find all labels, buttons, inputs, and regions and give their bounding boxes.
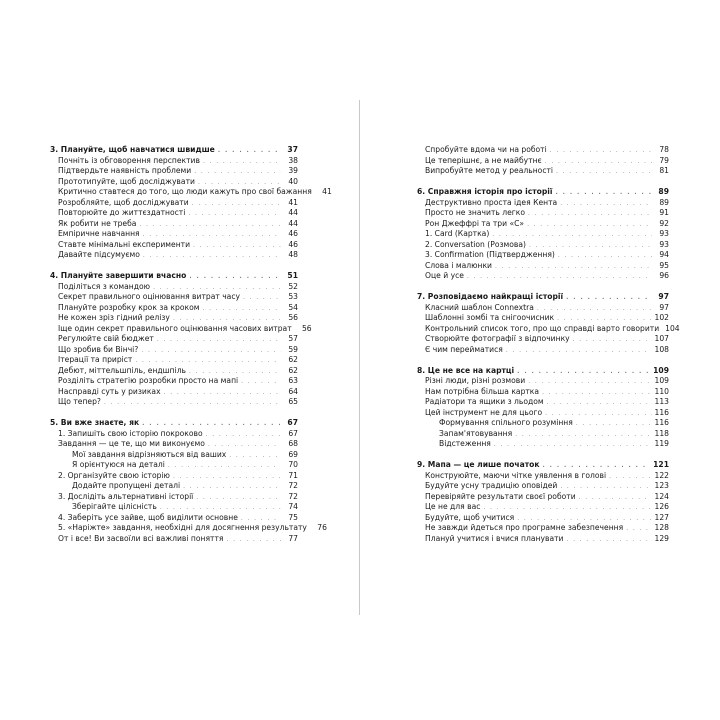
page-number: 69 bbox=[288, 449, 298, 459]
page-number: 113 bbox=[654, 397, 669, 406]
page-number: 74 bbox=[288, 502, 298, 511]
toc-entry bbox=[50, 523, 327, 534]
toc-entry bbox=[417, 240, 669, 251]
dot-leader bbox=[467, 272, 652, 283]
entry-title: 4. Плануйте завершити вчасно bbox=[50, 271, 187, 280]
entry-title: Я орієнтуюся на деталі bbox=[72, 460, 165, 469]
page-number: 72 bbox=[288, 491, 298, 501]
toc-entry bbox=[50, 292, 298, 303]
dot-leader bbox=[528, 209, 652, 220]
entry-title: 7. Розповідаємо найкращі історії bbox=[417, 292, 564, 301]
entry-title: Є чим перейматися bbox=[425, 344, 503, 354]
toc-entry bbox=[417, 376, 669, 387]
chapter-heading bbox=[417, 292, 669, 303]
page-number: 57 bbox=[288, 334, 298, 343]
dot-leader bbox=[547, 398, 652, 409]
toc-section bbox=[417, 187, 669, 282]
toc-entry bbox=[417, 471, 669, 482]
entry-title: Емпіричне навчання bbox=[58, 229, 140, 238]
chapter-heading bbox=[417, 460, 669, 471]
toc-entry bbox=[417, 166, 669, 177]
entry-title: Рон Джеффрі та три «С» bbox=[425, 218, 525, 228]
dot-leader bbox=[173, 472, 281, 483]
dot-leader bbox=[558, 251, 652, 262]
entry-title: Додайте пропущені деталі bbox=[72, 481, 181, 490]
entry-title: Дебют, міттельшпіль, ендшпіль bbox=[58, 365, 187, 375]
section-gap bbox=[417, 355, 669, 366]
page-number: 79 bbox=[659, 155, 669, 165]
entry-title: Не кожен зріз гідний релізу bbox=[58, 313, 170, 322]
toc-entry bbox=[417, 303, 669, 314]
entry-title: Відстеження bbox=[439, 439, 491, 448]
page-number: 56 bbox=[288, 313, 298, 322]
dot-leader bbox=[193, 241, 281, 252]
entry-title: Мої завдання відрізняються від ваших bbox=[72, 449, 227, 459]
entry-title: Це не для вас bbox=[425, 502, 481, 511]
entry-title: Що зробив би Вінчі? bbox=[58, 344, 139, 354]
page-number: 64 bbox=[288, 386, 298, 396]
entry-title: Зберігайте цілісність bbox=[72, 502, 157, 511]
page-number: 124 bbox=[654, 491, 669, 501]
toc-entry bbox=[417, 271, 669, 282]
entry-title: Прототипуйте, щоб досліджувати bbox=[58, 176, 195, 186]
entry-title: 5. Ви вже знаєте, як bbox=[50, 418, 140, 427]
page-number: 121 bbox=[653, 460, 669, 469]
entry-title: Слова і малюнки bbox=[425, 260, 492, 270]
page-number: 52 bbox=[288, 281, 298, 291]
page-number: 76 bbox=[317, 523, 327, 532]
toc-entry bbox=[417, 156, 669, 167]
toc-entry bbox=[417, 513, 669, 524]
entry-title: Плануй учитися і вчися планувати bbox=[425, 533, 564, 543]
page-number: 44 bbox=[288, 208, 298, 217]
page-number: 46 bbox=[288, 229, 298, 238]
entry-title: Повторюйте до життєздатності bbox=[58, 208, 186, 217]
page-number: 65 bbox=[288, 397, 298, 406]
page-number: 126 bbox=[654, 502, 669, 511]
toc-entry bbox=[417, 345, 669, 356]
entry-title: 6. Справжня історія про історії bbox=[417, 187, 553, 196]
entry-title: Запам'ятовування bbox=[439, 428, 513, 438]
entry-title: 3. Confirmation (Підтвердження) bbox=[425, 250, 555, 259]
section-gap bbox=[417, 177, 669, 188]
toc-entry bbox=[417, 408, 669, 419]
page-number: 96 bbox=[659, 271, 669, 280]
book-spine-fold bbox=[359, 100, 360, 615]
page-number: 110 bbox=[654, 386, 669, 396]
entry-title: Формування спільного розуміння bbox=[439, 418, 573, 427]
dot-leader bbox=[229, 451, 281, 462]
entry-title: Конструюйте, маючи чітке уявлення в голові bbox=[425, 470, 607, 480]
entry-title: Будуйте, щоб учитися bbox=[425, 512, 515, 522]
dot-leader bbox=[139, 220, 281, 231]
toc-entry bbox=[50, 156, 298, 167]
dot-leader bbox=[218, 146, 281, 157]
dot-leader bbox=[194, 167, 281, 178]
page-number: 127 bbox=[654, 512, 669, 522]
entry-title: 4. Заберіть усе зайве, щоб виділити основне bbox=[58, 512, 238, 522]
toc-entry bbox=[50, 166, 298, 177]
toc-section bbox=[50, 145, 332, 261]
page-number: 41 bbox=[288, 197, 298, 207]
dot-leader bbox=[566, 293, 652, 304]
dot-leader bbox=[573, 335, 652, 346]
chapter-heading bbox=[417, 187, 669, 198]
toc-entry bbox=[417, 492, 669, 503]
page-number: 97 bbox=[658, 292, 669, 301]
entry-title: 1. Card (Картка) bbox=[425, 229, 490, 238]
toc-entry bbox=[417, 219, 669, 230]
dot-leader bbox=[626, 524, 651, 535]
dot-leader bbox=[556, 167, 652, 178]
page-number: 56 bbox=[301, 323, 312, 333]
toc-entry bbox=[50, 450, 298, 461]
entry-title: От і все! Ви засвоїли всі важливі поняття bbox=[58, 533, 224, 543]
dot-leader bbox=[494, 440, 652, 451]
toc-entry bbox=[417, 502, 669, 513]
dot-leader bbox=[550, 146, 652, 157]
entry-title: 3. Дослідіть альтернативні історії bbox=[58, 491, 194, 501]
toc-entry bbox=[50, 366, 298, 377]
page-number: 54 bbox=[288, 302, 298, 312]
entry-title: Будуйте усну традицію оповідей bbox=[425, 481, 558, 490]
toc-entry bbox=[50, 460, 298, 471]
dot-leader bbox=[515, 430, 651, 441]
dot-leader bbox=[545, 157, 652, 168]
dot-leader bbox=[241, 377, 281, 388]
toc-entry bbox=[50, 198, 298, 209]
entry-title: Ітерації та приріст bbox=[58, 355, 133, 364]
entry-title: Класний шаблон Connextra bbox=[425, 302, 534, 312]
toc-entry bbox=[50, 208, 298, 219]
entry-title: Деструктивно проста ідея Кента bbox=[425, 197, 558, 207]
entry-title: Насправді суть у ризиках bbox=[58, 386, 161, 396]
page-number: 123 bbox=[654, 481, 669, 490]
entry-title: Критично ставтеся до того, що люди кажуть про свої бажання bbox=[58, 187, 312, 196]
toc-section bbox=[417, 366, 669, 450]
dot-leader bbox=[168, 461, 281, 472]
dot-leader bbox=[203, 157, 281, 168]
page-number: 93 bbox=[659, 239, 669, 249]
section-gap bbox=[417, 282, 669, 293]
dot-leader bbox=[528, 377, 651, 388]
dot-leader bbox=[576, 419, 652, 430]
toc-entry bbox=[50, 282, 298, 293]
dot-leader bbox=[556, 188, 652, 199]
dot-leader bbox=[188, 209, 281, 220]
page-number: 53 bbox=[288, 292, 298, 301]
page-number: 122 bbox=[654, 470, 669, 480]
toc-section bbox=[417, 145, 669, 177]
entry-title: 2. Організуйте свою історію bbox=[58, 470, 170, 480]
toc-entry bbox=[417, 418, 669, 429]
entry-title: 1. Запишіть свою історію покроково bbox=[58, 428, 203, 438]
page-number: 46 bbox=[288, 239, 298, 249]
page-number: 62 bbox=[288, 365, 298, 375]
entry-title: Перевіряйте результати своєї роботи bbox=[425, 491, 576, 501]
entry-title: Що тепер? bbox=[58, 397, 101, 406]
page-number: 71 bbox=[288, 470, 298, 480]
page-number: 109 bbox=[654, 376, 669, 385]
page-number: 77 bbox=[288, 533, 298, 543]
toc-entry bbox=[417, 397, 669, 408]
entry-title: Розробляйте, щоб досліджувати bbox=[58, 197, 189, 207]
entry-title: Ставте мінімальні експерименти bbox=[58, 239, 191, 249]
dot-leader bbox=[104, 398, 281, 409]
dot-leader bbox=[566, 535, 651, 546]
page-number: 70 bbox=[288, 460, 298, 469]
page-number: 62 bbox=[288, 355, 298, 364]
page-number: 81 bbox=[659, 166, 669, 175]
entry-title: Шаблонні зомбі та снігоочисник bbox=[425, 313, 555, 322]
dot-leader bbox=[206, 430, 281, 441]
dot-leader bbox=[143, 251, 281, 262]
chapter-heading bbox=[50, 418, 298, 429]
dot-leader bbox=[542, 388, 651, 399]
page-number: 48 bbox=[288, 250, 298, 259]
entry-title: Спробуйте вдома чи на роботі bbox=[425, 145, 547, 154]
entry-title: 8. Це не все на картці bbox=[417, 365, 515, 375]
dot-leader bbox=[196, 493, 281, 504]
page-number: 63 bbox=[288, 376, 298, 385]
page-number: 41 bbox=[322, 187, 332, 196]
section-gap bbox=[50, 408, 298, 419]
entry-title: Це теперішнє, а не майбутнє bbox=[425, 155, 542, 165]
entry-title: Цей інструмент не для цього bbox=[425, 407, 543, 417]
toc-section bbox=[417, 292, 680, 355]
dot-leader bbox=[517, 367, 650, 378]
toc-entry bbox=[417, 198, 669, 209]
toc-left-page bbox=[50, 145, 332, 544]
page-number: 118 bbox=[654, 428, 669, 438]
page-number: 68 bbox=[288, 439, 298, 448]
entry-title: Поділіться з командою bbox=[58, 281, 151, 291]
page-number: 44 bbox=[288, 218, 298, 228]
toc-entry bbox=[50, 250, 298, 261]
dot-leader bbox=[202, 304, 281, 315]
dot-leader bbox=[243, 293, 281, 304]
toc-entry bbox=[417, 313, 669, 324]
toc-section bbox=[417, 460, 669, 544]
entry-title: Просто не значить легко bbox=[425, 208, 526, 217]
dot-leader bbox=[495, 262, 652, 273]
toc-entry bbox=[50, 187, 332, 198]
chapter-heading bbox=[50, 145, 298, 156]
entry-title: Не завжди йдеться про програмне забезпечення bbox=[425, 523, 624, 532]
toc-entry bbox=[417, 387, 669, 398]
toc-entry bbox=[50, 323, 312, 335]
dot-leader bbox=[192, 199, 281, 210]
page-number: 116 bbox=[654, 407, 669, 417]
page-number: 38 bbox=[288, 155, 298, 165]
toc-entry bbox=[50, 345, 298, 356]
dot-leader bbox=[579, 493, 652, 504]
page-number: 116 bbox=[654, 418, 669, 427]
entry-title: Завдання — це те, що ми виконуємо bbox=[58, 439, 205, 448]
toc-entry bbox=[50, 303, 298, 314]
toc-entry bbox=[50, 439, 298, 450]
toc-entry bbox=[50, 229, 298, 240]
page-number: 89 bbox=[659, 197, 669, 207]
entry-title: 9. Мапа — це лише початок bbox=[417, 460, 540, 469]
toc-entry bbox=[417, 439, 669, 450]
toc-entry bbox=[50, 397, 298, 408]
page-number: 104 bbox=[665, 323, 680, 333]
toc-entry bbox=[50, 513, 298, 524]
page-number: 72 bbox=[288, 481, 298, 490]
entry-title: Іще один секрет правильного оцінювання часових витрат bbox=[58, 323, 292, 333]
page-number: 97 bbox=[659, 302, 669, 312]
toc-entry bbox=[417, 534, 669, 545]
entry-title: 2. Conversation (Розмова) bbox=[425, 239, 526, 249]
toc-entry bbox=[417, 323, 680, 335]
page-number: 92 bbox=[659, 218, 669, 228]
section-gap bbox=[50, 261, 298, 272]
dot-leader bbox=[141, 346, 281, 357]
page-number: 102 bbox=[654, 313, 669, 322]
entry-title: Секрет правильного оцінювання витрат часу bbox=[58, 292, 241, 301]
dot-leader bbox=[609, 472, 651, 483]
page-number: 78 bbox=[659, 145, 669, 154]
entry-title: Різні люди, різні розмови bbox=[425, 376, 526, 385]
entry-title: Оце й усе bbox=[425, 271, 464, 280]
chapter-heading bbox=[417, 366, 669, 377]
toc-entry bbox=[50, 534, 298, 545]
page-number: 67 bbox=[287, 418, 298, 427]
toc-entry bbox=[50, 334, 298, 345]
page-number: 39 bbox=[288, 166, 298, 175]
toc-entry bbox=[50, 177, 298, 188]
page-number: 51 bbox=[287, 271, 298, 280]
toc-entry bbox=[50, 355, 298, 366]
toc-entry bbox=[50, 313, 298, 324]
entry-title: Нам потрібна більша картка bbox=[425, 386, 540, 396]
dot-leader bbox=[164, 388, 281, 399]
chapter-heading bbox=[50, 271, 298, 282]
page-number: 59 bbox=[288, 344, 298, 354]
dot-leader bbox=[189, 272, 281, 283]
toc-entry bbox=[417, 261, 669, 272]
toc-entry bbox=[417, 334, 669, 345]
page-number: 37 bbox=[287, 145, 298, 154]
dot-leader bbox=[527, 220, 652, 231]
toc-entry bbox=[417, 429, 669, 440]
toc-section bbox=[50, 418, 327, 544]
toc-entry bbox=[50, 240, 298, 251]
page-number: 94 bbox=[659, 250, 669, 259]
page-number: 93 bbox=[659, 229, 669, 238]
entry-title: Почніть із обговорення перспектив bbox=[58, 155, 200, 165]
entry-title: Регулюйте свій бюджет bbox=[58, 334, 154, 343]
entry-title: Давайте підсумуємо bbox=[58, 250, 140, 259]
entry-title: Плануйте розробку крок за кроком bbox=[58, 302, 200, 312]
toc-entry bbox=[417, 481, 669, 492]
page-number: 95 bbox=[659, 260, 669, 270]
entry-title: 5. «Наріжте» завдання, необхідні для досягнення результату bbox=[58, 523, 307, 532]
toc-right-page bbox=[417, 145, 680, 544]
entry-title: Радіатори та ящики з льодом bbox=[425, 397, 544, 406]
toc-entry bbox=[50, 492, 298, 503]
section-gap bbox=[417, 450, 669, 461]
dot-leader bbox=[506, 346, 652, 357]
entry-title: Розділіть стратегію розробки просто на мапі bbox=[58, 376, 239, 385]
toc-entry bbox=[50, 219, 298, 230]
page-number: 75 bbox=[288, 512, 298, 522]
page-number: 109 bbox=[653, 365, 669, 375]
toc-entry bbox=[417, 145, 669, 156]
toc-entry bbox=[50, 471, 298, 482]
page-number: 128 bbox=[654, 523, 669, 532]
toc-entry bbox=[50, 481, 298, 492]
page-number: 67 bbox=[288, 428, 298, 438]
toc-entry bbox=[417, 229, 669, 240]
page-number: 119 bbox=[654, 439, 669, 448]
toc-entry bbox=[50, 376, 298, 387]
dot-leader bbox=[560, 199, 652, 210]
toc-entry bbox=[417, 523, 669, 534]
page-number: 129 bbox=[654, 533, 669, 543]
dot-leader bbox=[226, 535, 281, 546]
dot-leader bbox=[183, 482, 281, 493]
page-number: 91 bbox=[659, 208, 669, 217]
entry-title: Створюйте фотографії з відпочинку bbox=[425, 334, 570, 343]
toc-entry bbox=[417, 208, 669, 219]
entry-title: Підтвердьте наявність проблеми bbox=[58, 166, 192, 175]
entry-title: Випробуйте метод у реальності bbox=[425, 166, 554, 175]
entry-title: 3. Плануйте, щоб навчатися швидше bbox=[50, 145, 215, 154]
toc-entry bbox=[50, 387, 298, 398]
page-number: 107 bbox=[654, 334, 669, 343]
entry-title: Як робити не треба bbox=[58, 218, 137, 228]
toc-entry bbox=[417, 250, 669, 261]
page-number: 89 bbox=[658, 187, 669, 196]
page-number: 108 bbox=[654, 344, 669, 354]
dot-leader bbox=[157, 335, 281, 346]
page-number: 40 bbox=[288, 176, 298, 186]
toc-entry bbox=[50, 502, 298, 513]
toc-entry bbox=[50, 429, 298, 440]
toc-section bbox=[50, 271, 312, 408]
entry-title: Контрольний список того, про що справді варто говорити bbox=[425, 323, 660, 333]
